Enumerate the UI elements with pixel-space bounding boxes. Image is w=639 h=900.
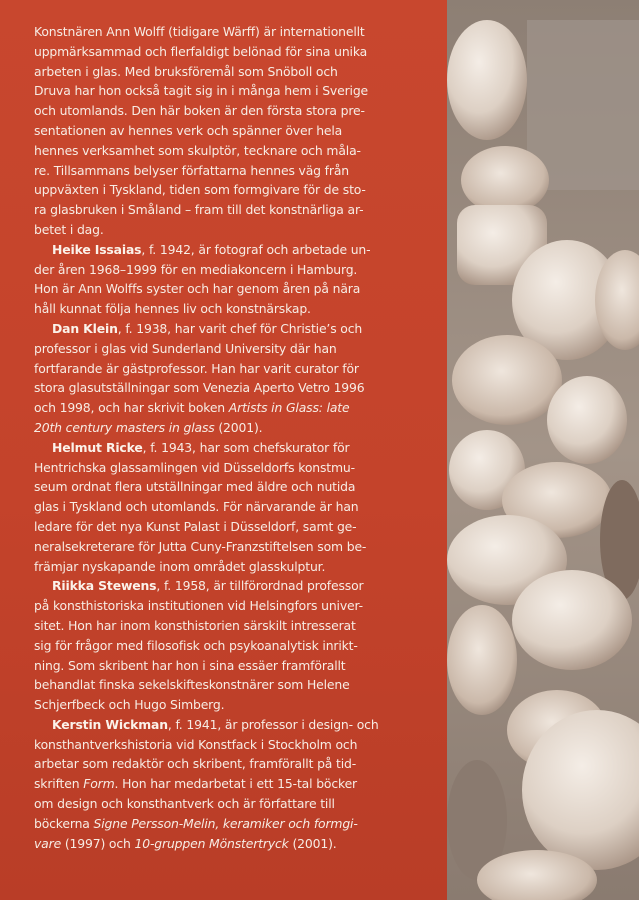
intro-line: re. Tillsammans belyser författarna hennes väg från	[34, 162, 349, 178]
book-title: vare	[34, 835, 62, 851]
intro-line: Druva har hon också tagit sig in i många hem i Sverige	[34, 83, 369, 99]
bio-dan-klein: Dan Klein, f. 1938, har varit chef för Christie’s och professor i glas vid Sunderland University där han fortfarande är gästprofessor. Han har varit curator för stora glasutställningar som Venezia Aperto Vetro 1996 och 1998, och har skrivit boken Artists in Glass: late 20th century masters in glass (2001).	[34, 320, 365, 435]
sculpture-photo	[447, 0, 639, 900]
bio-kerstin-wickman: Kerstin Wickman, f. 1941, är professor i design- och konsthantverkshistoria vid Konstfack i Stockholm och arbetar som redaktör och skribent, framförallt på tid- skriften Form. Hon har medarbetat i ett 15-tal böcker om design och konsthantverk och är författare till böckerna Signe Persson-Melin, keramiker och formgi- vare (1997) och 10-gruppen Mönstertryck (2001).	[34, 716, 379, 851]
intro-line: uppväxten i Tyskland, tiden som formgivare för de sto-	[34, 182, 366, 198]
book-title: Signe Persson-Melin, keramiker och formgi-	[93, 815, 358, 831]
clay-sculpture-image	[447, 0, 639, 900]
bio-riikka-stewens: Riikka Stewens, f. 1958, är tillförordnad professor på konsthistoriska institutionen vid Helsingfors univer- sitet. Hon har inom konsthistorien särskilt intresserat sig för frågor med filosofisk och psykoanalytisk inrikt- ning. Som skribent har hon i sina essäer framförallt behandlat finska sekelskifteskonstnärer som Helene Schjerfbeck och Hugo Simberg.	[34, 578, 364, 713]
author-name: Dan Klein	[52, 320, 118, 336]
author-name: Heike Issaias	[52, 241, 142, 257]
author-name: Helmut Ricke	[52, 439, 143, 455]
cover-text	[34, 22, 434, 853]
bio-heike-issaias: Heike Issaias, f. 1942, är fotograf och arbetade un- der åren 1968–1999 för en mediakoncern i Hamburg. Hon är Ann Wolffs syster och har genom åren på nära håll kunnat följa hennes liv och konstnärskap.	[34, 241, 371, 317]
author-name: Kerstin Wickman	[52, 716, 168, 732]
book-title: 10-gruppen Mönstertryck	[134, 835, 289, 851]
intro-line: betet i dag.	[34, 221, 104, 237]
intro-paragraph	[34, 22, 434, 240]
book-title: 20th century masters in glass	[34, 419, 215, 435]
intro-line: hennes verksamhet som skulptör, tecknare och måla-	[34, 142, 361, 158]
intro-line: Konstnären Ann Wolff (tidigare Wärff) är internationellt	[34, 24, 365, 39]
magazine-title: Form	[83, 776, 115, 792]
intro-line: och utomlands. Den här boken är den första stora pre-	[34, 103, 365, 119]
intro-line: uppmärksammad och flerfaldigt belönad för sina unika	[34, 43, 368, 59]
author-name: Riikka Stewens	[52, 578, 157, 594]
intro-line: sentationen av hennes verk och spänner över hela	[34, 122, 343, 138]
book-title: Artists in Glass: late	[228, 400, 350, 416]
intro-line: arbeten i glas. Med bruksföremål som Snöboll och	[34, 63, 338, 79]
bio-helmut-ricke: Helmut Ricke, f. 1943, har som chefskurator för Hentrichska glassamlingen vid Düsseldorfs konstmu- seum ordnat flera utställningar med äldre och nutida glas i Tyskland och utomlands. För närvarande är han ledare för det nya Kunst Palast i Düsseldorf, samt ge- neralsekreterare för Jutta Cuny-Franzstiftelsen som be- främjar nyskapande inom området glasskulptur.	[34, 439, 367, 574]
intro-line: ra glasbruken i Småland – fram till det konstnärliga ar-	[34, 202, 364, 218]
